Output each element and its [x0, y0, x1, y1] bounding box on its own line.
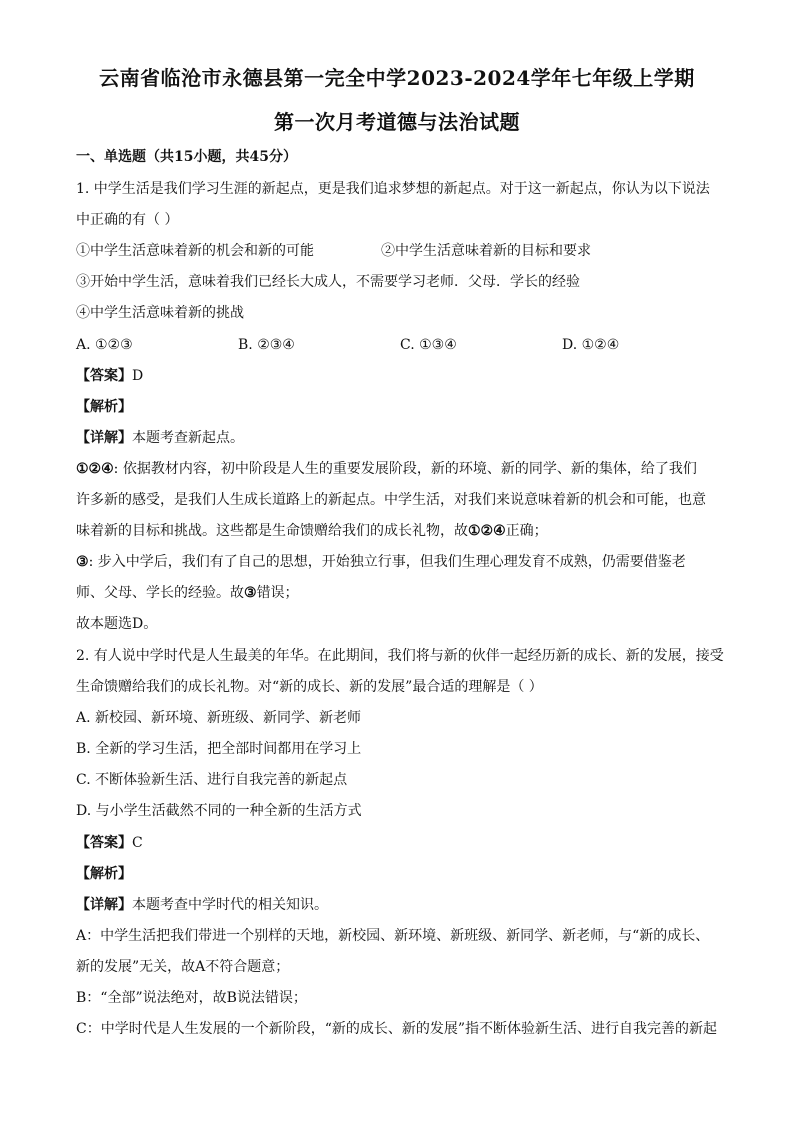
q1-stem-line-1: 1. 中学生活是我们学习生涯的新起点，更是我们追求梦想的新起点。对于这一新起点，你认为以下说法: [76, 181, 710, 197]
q1-explanation-2b: [76, 584, 720, 602]
explanation-text: 味着新的目标和挑战。这些都是生命馈赠给我们的成长礼物，故: [76, 523, 468, 539]
q2-option-d: D. 与小学生活截然不同的一种全新的生活方式: [76, 803, 362, 819]
answer-label: 【答案】: [76, 368, 132, 384]
q2-answer: [76, 834, 720, 852]
detail-label: 【详解】: [76, 430, 132, 446]
q1-detail: [76, 429, 720, 447]
q1-item-4: ④中学生活意味着新的挑战: [76, 305, 244, 321]
q1-option-b: B. ②③④: [238, 337, 295, 353]
q2-explanation-b: B：“全部”说法绝对，故B说法错误；: [76, 990, 307, 1006]
q1-explanation-1b: 许多新的感受，是我们人生成长道路上的新起点。中学生活，对我们来说意味着新的机会和可能，也意: [76, 492, 706, 508]
q1-conclusion: 故本题选D。: [76, 616, 158, 632]
q2-stem-line-2: 生命馈赠给我们的成长礼物。对“新的成长、新的发展”最合适的理解是（ ）: [76, 679, 543, 695]
answer-label: 【答案】: [76, 835, 132, 851]
q2-option-b: B. 全新的学习生活，把全部时间都用在学习上: [76, 741, 362, 757]
explanation-marker: ③: [244, 585, 257, 601]
q2-explanation-a-1: A：中学生活把我们带进一个别样的天地，新校园、新环境、新班级、新同学、新老师，与“新的成长、: [76, 928, 710, 944]
explanation-marker: ①②④: [76, 461, 114, 477]
q1-analysis-label: [76, 398, 720, 416]
answer-value: D: [132, 368, 144, 384]
explanation-text: : 依据教材内容，初中阶段是人生的重要发展阶段，新的环境、新的同学、新的集体，给了我们: [113, 461, 697, 477]
section-heading: 一、单选题（共15小题，共45分）: [76, 149, 297, 165]
q2-option-a: A. 新校园、新环境、新班级、新同学、新老师: [76, 710, 362, 726]
q1-explanation-2a: [76, 553, 720, 571]
q2-stem-line-1: 2. 有人说中学时代是人生最美的年华。在此期间，我们将与新的伙伴一起经历新的成长、新的发展，接受: [76, 648, 724, 664]
analysis-label: 【解析】: [76, 866, 132, 882]
q1-item-2: ②中学生活意味着新的目标和要求: [381, 243, 591, 259]
q1-answer: [76, 367, 720, 385]
q1-explanation-1a: [76, 460, 720, 478]
explanation-marker: ③: [76, 554, 89, 570]
explanation-text: 错误；: [256, 585, 299, 601]
q1-stem-line-2: 中正确的有（ ）: [76, 212, 179, 228]
q1-item-1: ①中学生活意味着新的机会和新的可能: [76, 243, 314, 259]
document-title-line-1: 云南省临沧市永德县第一完全中学2023-2024学年七年级上学期: [99, 66, 695, 90]
q1-option-a: A. ①②③: [76, 337, 133, 353]
explanation-marker: ①②④: [468, 523, 506, 539]
detail-text: 本题考查新起点。: [132, 430, 244, 446]
explanation-text: 师、父母、学长的经验。故: [76, 585, 244, 601]
q1-explanation-1c: [76, 522, 720, 540]
q1-item-3: ③开始中学生活，意味着我们已经长大成人，不需要学习老师．父母．学长的经验: [76, 274, 580, 290]
q2-analysis-label: [76, 865, 720, 883]
analysis-label: 【解析】: [76, 399, 132, 415]
q2-explanation-a-2: 新的发展”无关，故A不符合题意；: [76, 959, 290, 975]
detail-label: 【详解】: [76, 897, 132, 913]
q2-explanation-c-1: C：中学时代是人生发展的一个新阶段，“新的成长、新的发展”指不断体验新生活、进行自我完善的新起: [76, 1021, 718, 1037]
document-title-line-2: 第一次月考道德与法治试题: [274, 110, 520, 134]
explanation-text: : 步入中学后，我们有了自己的思想，开始独立行事，但我们生理心理发育不成熟，仍需要借鉴老: [88, 554, 686, 570]
q2-detail: [76, 896, 720, 914]
q1-option-d: D. ①②④: [562, 337, 620, 353]
q2-option-c: C. 不断体验新生活、进行自我完善的新起点: [76, 772, 348, 788]
answer-value: C: [132, 835, 143, 851]
q1-option-c: C. ①③④: [400, 337, 457, 353]
explanation-text: 正确；: [505, 523, 548, 539]
detail-text: 本题考查中学时代的相关知识。: [132, 897, 328, 913]
